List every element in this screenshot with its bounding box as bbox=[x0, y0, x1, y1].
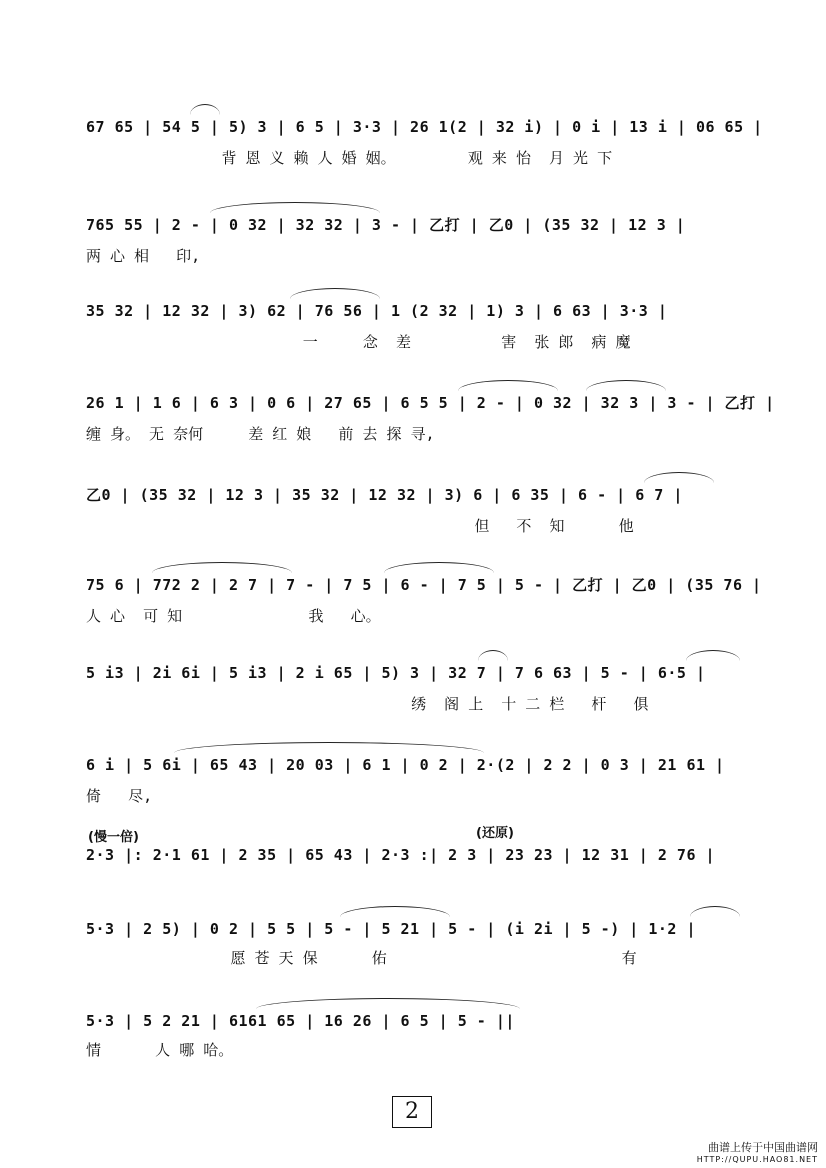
notation-line: 6 i | 5 6i | 65 43 | 20 03 | 6 1 | 0 2 | 2·(2 | 2 2 | 0 3 | 21 61 | bbox=[86, 756, 725, 774]
lyrics-line: 背 恩 义 赖 人 婚 姻。 观 来 怡 月 光 下 bbox=[86, 149, 613, 167]
lyrics-line: 两 心 相 印, bbox=[86, 247, 201, 265]
notation-line: 765 55 | 2 - | 0 32 | 32 32 | 3 - | 乙打 | 乙0 | (35 32 | 12 3 | bbox=[86, 216, 686, 234]
lyrics-line: 情 人 哪 哈。 bbox=[86, 1041, 234, 1059]
notation-line: 26 1 | 1 6 | 6 3 | 0 6 | 27 65 | 6 5 5 | 2 - | 0 32 | 32 3 | 3 - | 乙打 | bbox=[86, 394, 775, 412]
notation-line: 35 32 | 12 32 | 3) 62 | 76 56 | 1 (2 32 | 1) 3 | 6 63 | 3·3 | bbox=[86, 302, 668, 320]
notation-line: 5·3 | 5 2 21 | 6161 65 | 16 26 | 6 5 | 5 - || bbox=[86, 1012, 515, 1030]
notation-line: 75 6 | 772 2 | 2 7 | 7 - | 7 5 | 6 - | 7 5 | 5 - | 乙打 | 乙0 | (35 76 | bbox=[86, 576, 762, 594]
watermark-url: HTTP://QUPU.HAO81.NET bbox=[696, 1155, 818, 1164]
lyrics-line: 倚 尽, bbox=[86, 787, 153, 805]
tempo-annotation: (慢一倍) bbox=[88, 830, 139, 845]
notation-line: 乙0 | (35 32 | 12 3 | 35 32 | 12 32 | 3) 6 | 6 35 | 6 - | 6 7 | bbox=[86, 486, 683, 504]
notation-line: 2·3 |: 2·1 61 | 2 35 | 65 43 | 2·3 :| 2 3 | 23 23 | 12 31 | 2 76 | bbox=[86, 846, 716, 864]
tempo-annotation: (还原) bbox=[476, 826, 514, 841]
notation-line: 5·3 | 2 5) | 0 2 | 5 5 | 5 - | 5 21 | 5 - | (i 2i | 5 -) | 1·2 | bbox=[86, 920, 696, 938]
page-number: 2 bbox=[392, 1096, 432, 1128]
notation-line: 5 i3 | 2i 6i | 5 i3 | 2 i 65 | 5) 3 | 32 7 | 7 6 63 | 5 - | 6·5 | bbox=[86, 664, 706, 682]
watermark-text: 曲谱上传于中国曲谱网 bbox=[708, 1141, 818, 1154]
lyrics-line: 缠 身。 无 奈何 差 红 娘 前 去 探 寻, bbox=[86, 425, 435, 443]
lyrics-line: 一 念 差 害 张 郎 病 魔 bbox=[86, 333, 631, 351]
lyrics-line: 人 心 可 知 我 心。 bbox=[86, 607, 381, 625]
lyrics-line: 但 不 知 他 bbox=[86, 517, 634, 535]
lyrics-line: 愿 苍 天 保 佑 有 bbox=[86, 949, 637, 967]
lyrics-line: 绣 阁 上 十 二 栏 杆 俱 bbox=[86, 695, 649, 713]
site-watermark bbox=[697, 1142, 818, 1166]
notation-line: 67 65 | 54 5 | 5) 3 | 6 5 | 3·3 | 26 1(2 | 32 i) | 0 i | 13 i | 06 65 | bbox=[86, 118, 763, 136]
